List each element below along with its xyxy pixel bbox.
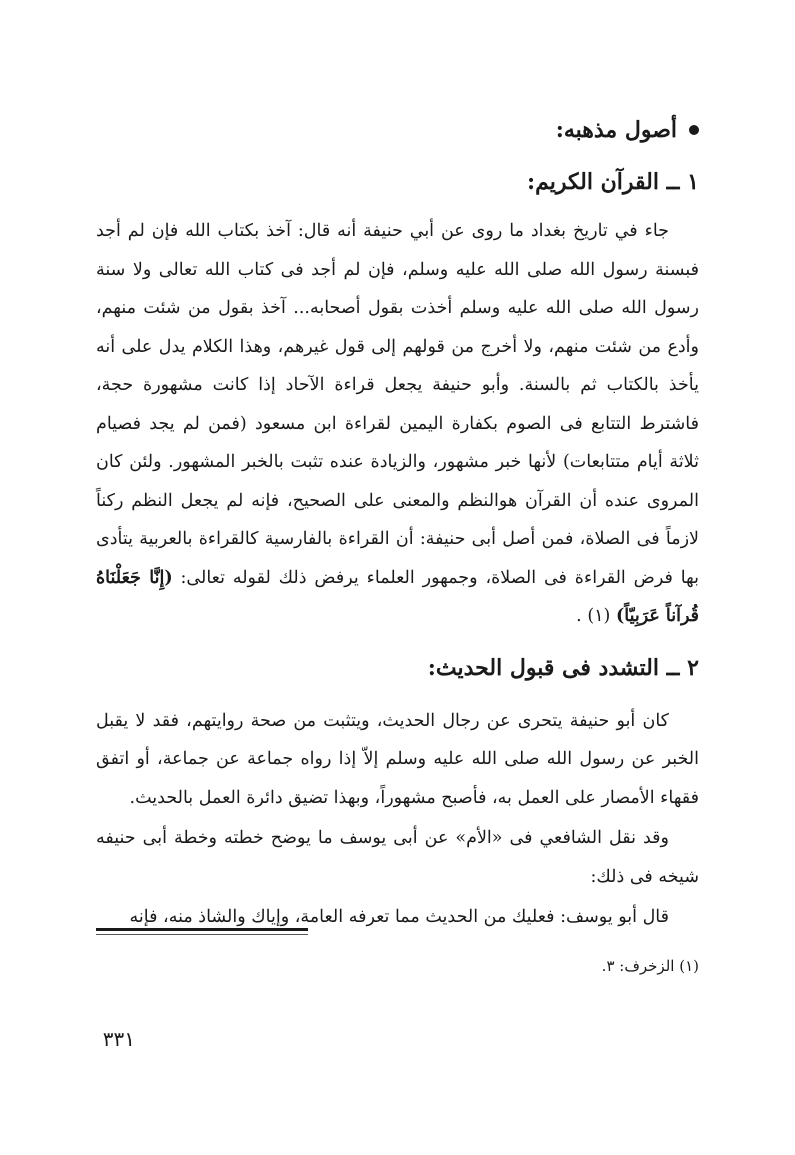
- quran-verse: (إِنَّا جَعَلْنَاهُ قُرآناً عَرَبِيّاً): [96, 567, 699, 626]
- section-quran: [96, 162, 699, 636]
- paragraph-end: .: [576, 606, 582, 626]
- paragraph-quran-text: جاء في تاريخ بغداد ما روى عن أبي حنيفة أنه قال: آخذ بكتاب الله فإن لم أجد فبسنة رسول الله صلى الله عليه وسلم، فإن لم أجد فى كتاب الله تعالى ولا سنة رسول الله صلى الله عليه وسلم أخذت بقول أصحابه... آخذ بقول من شئت منهم، وأدع من شئت منهم، ولا أخرج من قولهم إلى قول غيرهم، وهذا الكلام يدل على أنه يأخذ بالكتاب ثم بالسنة. وأبو حنيفة يجعل قراءة الآحاد إذا كانت مشهورة حجة، فاشترط التتابع فى الصوم بكفارة اليمين لقراءة ابن مسعود (فمن لم يجد فصيام ثلاثة أيام متتابعات) لأنها خبر مشهور، والزيادة عنده تثبت بالخبر المشهور. ولئن كان المروى عنده أن القرآن هوالنظم والمعنى على الصحيح، فإنه لم يجعل النظم ركناً لازماً فى الصلاة، فمن أصل أبى حنيفة: أن القراءة بالفارسية كالقراءة بالعربية يتأدى بها فرض القراءة فى الصلاة، وجمهور العلماء يرفض ذلك لقوله تعالى:: [96, 221, 699, 588]
- section-hadith: [96, 648, 699, 937]
- chapter-heading-text: أصول مذهبه:: [555, 117, 677, 143]
- paragraph-quran: [96, 212, 699, 636]
- bullet-icon: [689, 125, 699, 135]
- footnote: (١) الزخرف: ٣.: [601, 957, 699, 975]
- section-title-quran: ١ ــ القرآن الكريم:: [526, 169, 699, 195]
- chapter-heading: [96, 110, 699, 150]
- page-number: ٣٣١: [102, 1027, 135, 1051]
- footnote-divider-thin: [96, 934, 308, 935]
- paragraph-hadith-1: كان أبو حنيفة يتحرى عن رجال الحديث، ويتثبت من صحة روايتهم، فقد لا يقبل الخبر عن رسول الله صلى الله عليه وسلم إلاّ إذا رواه جماعة عن جماعة، أو اتفق فقهاء الأمصار على العمل به، فأصبح مشهوراً، وبهذا تضيق دائرة العمل بالحديث.: [96, 710, 699, 808]
- footnote-ref: (١): [587, 606, 611, 626]
- main-text: [96, 110, 699, 937]
- paragraph-hadith-2: وقد نقل الشافعي فى «الأم» عن أبى يوسف ما يوضح خطته وخطة أبى حنيفه شيخه فى ذلك:: [96, 828, 699, 887]
- section-title-hadith: ٢ ــ التشدد فى قبول الحديث:: [427, 654, 699, 681]
- paragraph-hadith-3: قال أبو يوسف: فعليك من الحديث مما تعرفه العامة، وإياك والشاذ منه، فإنه: [129, 907, 669, 927]
- footnote-divider: [96, 928, 308, 931]
